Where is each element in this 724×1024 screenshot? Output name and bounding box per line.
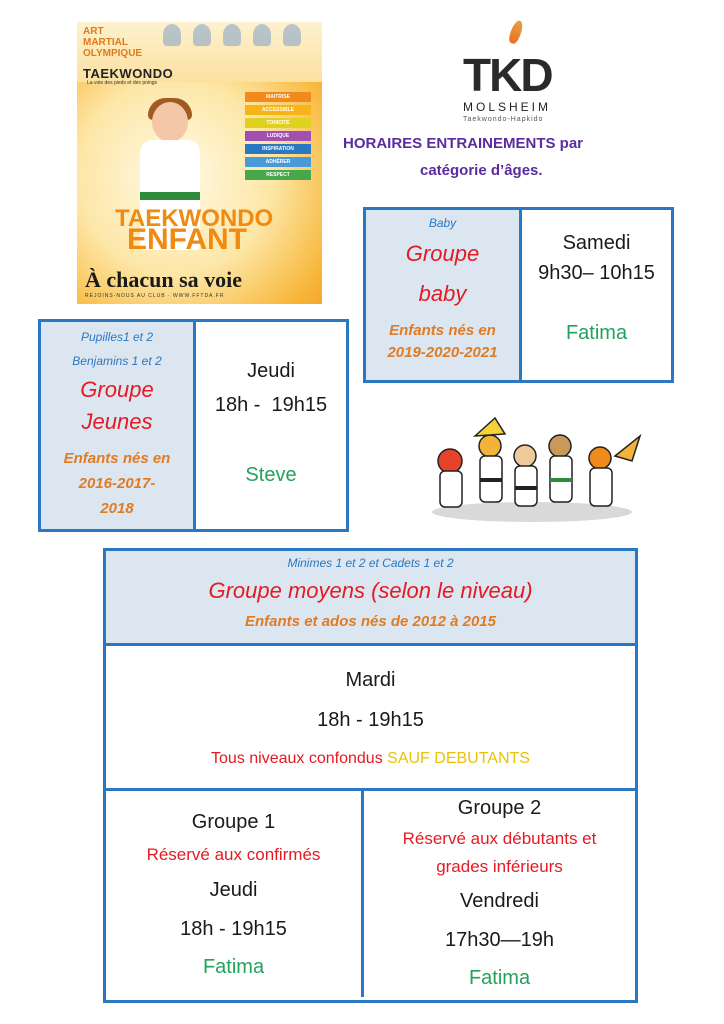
moyens-born: Enfants et ados nés de 2012 à 2015 [245, 613, 496, 630]
poster-big-title-1: TAEKWONDO [115, 205, 274, 232]
moyens-header-cell [106, 551, 635, 646]
moyens-group2-cell [364, 791, 635, 997]
group2-desc-line-2: grades inférieurs [436, 857, 563, 876]
baby-born-line-1: Enfants nés en [389, 322, 496, 339]
moyens-note [106, 740, 635, 778]
jeunes-born-line-2: 2016-2017- [78, 475, 156, 492]
group1-desc: Réservé aux confirmés [146, 845, 321, 864]
baby-day: Samedi [562, 232, 631, 254]
group2-coach: Fatima [468, 967, 531, 989]
page-title-line-1: HORAIRES ENTRAINEMENTS par [343, 135, 584, 152]
baby-born-line-2: 2019-2020-2021 [387, 344, 498, 361]
moyens-common-cell [106, 646, 635, 791]
group2-time: 17h30—19h [445, 929, 554, 951]
jeunes-category-line-2: Benjamins 1 et 2 [72, 354, 162, 368]
poster-value-item: ADHÉRER [245, 157, 311, 167]
jeunes-group-line-2: Jeunes [81, 409, 153, 434]
poster-footer: REJOINS-NOUS AU CLUB · WWW.FFTDA.FR [85, 293, 225, 299]
jeunes-coach: Steve [245, 464, 297, 486]
group1-coach: Fatima [202, 956, 265, 978]
group1-time: 18h - 19h15 [180, 918, 287, 940]
baby-category: Baby [428, 216, 457, 230]
group2-day: Vendredi [460, 890, 539, 912]
moyens-schedule-box [103, 548, 638, 1003]
logo-mark: TKD [463, 49, 552, 101]
page-title-line-2: catégorie d’âges. [420, 162, 543, 179]
baby-group-line-1: Groupe [405, 241, 480, 266]
baby-time: 9h30– 10h15 [538, 262, 655, 284]
jeunes-day: Jeudi [247, 360, 295, 382]
jeunes-category-line-1: Pupilles1 et 2 [80, 330, 154, 344]
cartoon-fighters-illustration [420, 416, 645, 526]
moyens-note-part2: SAUF DEBUTANTS [387, 750, 530, 767]
jeunes-group-line-1: Groupe [80, 377, 154, 402]
baby-group-line-2: baby [418, 281, 467, 306]
poster-value-item: TONICITÉ [245, 118, 311, 128]
poster-value-item: LUDIQUE [245, 131, 311, 141]
baby-time-cell [522, 210, 671, 380]
moyens-groups-row [106, 791, 635, 997]
baby-coach: Fatima [565, 322, 628, 344]
jeunes-info-cell [41, 322, 196, 529]
poster-value-item: ACCESSIBLE [245, 105, 311, 115]
poster-value-item: MAITRISE [245, 92, 311, 102]
moyens-category: Minimes 1 et 2 et Cadets 1 et 2 [287, 556, 454, 570]
baby-info-cell [366, 210, 522, 380]
logo-city: MOLSHEIM [463, 100, 552, 114]
taekwondo-enfant-poster [77, 22, 322, 304]
tkd-molsheim-logo [455, 20, 575, 128]
jeunes-born-line-3: 2018 [100, 500, 134, 517]
jeunes-schedule-box [38, 319, 349, 532]
poster-pictograms [163, 24, 313, 51]
poster-big-title-2: ENFANT [127, 223, 247, 256]
poster-value-item: RESPECT [245, 170, 311, 180]
group2-desc-line-1: Réservé aux débutants et [402, 829, 597, 848]
poster-art-martial-label: ART MARTIAL OLYMPIQUE [83, 26, 143, 59]
logo-subtitle: Taekwondo-Hapkido [463, 116, 544, 123]
poster-brand-sub: La voie des pieds et des poings [87, 80, 158, 86]
poster-value-item: INSPIRATION [245, 144, 311, 154]
group2-title: Groupe 2 [457, 797, 542, 819]
moyens-time: 18h - 19h15 [317, 709, 424, 731]
moyens-group1-cell [106, 791, 364, 997]
jeunes-born-line-1: Enfants nés en [63, 450, 171, 467]
poster-values-list [245, 92, 311, 183]
poster-brand: TAEKWONDO [83, 66, 174, 81]
moyens-note-part1: Tous niveaux confondus [211, 750, 388, 767]
baby-schedule-box [363, 207, 674, 383]
poster-tagline: À chacun sa voie [85, 267, 243, 292]
logo-flame-icon [507, 19, 525, 45]
group1-title: Groupe 1 [191, 811, 276, 833]
moyens-day: Mardi [345, 669, 396, 691]
jeunes-time-cell [196, 322, 346, 529]
group1-day: Jeudi [209, 879, 258, 901]
jeunes-time: 18h - 19h15 [214, 394, 328, 416]
moyens-group: Groupe moyens (selon le niveau) [208, 578, 533, 603]
